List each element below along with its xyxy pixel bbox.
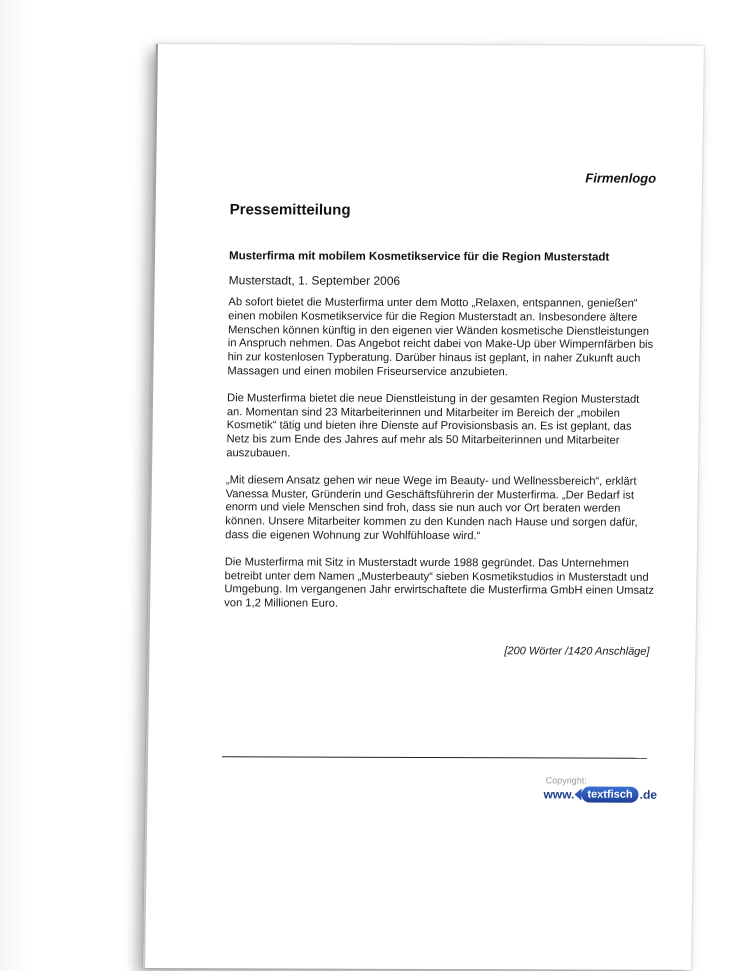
brand-logo — [543, 786, 657, 802]
paragraph-2: Die Musterfirma bietet die neue Dienstleistung in der gesamten Region Musterstadt an. Momentan sind 23 Mitarbeiterinnen und Mitarbeiter im Bereich der „mobilen Kosmetik“ tätig und bieten ihre Dienste auf Provisionsbasis an. Es ist geplant, das Netz bis zum Ende des Jahres auf mehr als 50 Mitarbeiterinnen und Mitarbeiter auszubauen. — [226, 392, 640, 460]
paragraph-1: Ab sofort bietet die Musterfirma unter dem Motto „Relaxen, entspannen, genießen“ einen mobilen Kosmetikservice für die Region Musterstadt an. Insbesondere ältere Menschen können künftig in den eigenen vier Wänden kosmetische Dienstleistungen in Anspruch nehmen. Das Angebot reicht dabei von Make-Up über Wimpernfärben bis hin zur kostenlosen Typberatung. Darüber hinaus ist geplant, in naher Zukunft auch Massagen und einen mobilen Friseurservice anzubieten. — [227, 296, 654, 379]
press-headline: Musterfirma mit mobilem Kosmetikservice für die Region Musterstadt — [228, 250, 610, 264]
brand-prefix: www. — [543, 787, 575, 802]
press-body — [224, 296, 659, 625]
logo-placeholder: Firmenlogo — [585, 170, 657, 186]
paragraph-4: Die Musterfirma mit Sitz in Musterstadt wurde 1988 gegründet. Das Unternehmen betreibt unter dem Namen „Musterbeauty“ sieben Kosmetikstudios in Musterstadt und Umgebung. Im vergangenen Jahr erwirtschaftete die Musterfirma GmbH einen Umsatz von 1,2 Millionen Euro. — [224, 556, 655, 610]
brand-pill: textfisch — [581, 787, 638, 803]
dateline: Musterstadt, 1. September 2006 — [228, 273, 401, 288]
document-sheet — [143, 44, 704, 970]
word-count: [200 Wörter /1420 Anschläge] — [504, 645, 650, 658]
paragraph-3: „Mit diesem Ansatz gehen wir neue Wege im Beauty- und Wellnessbereich“, erklärt Vanessa Muster, Gründerin und Geschäftsführerin der Musterfirma. „Der Bedarf ist enorm und viele Menschen sind froh, dass sie nun auch vor Ort beraten werden können. Unsere Mitarbeiter kommen zu den Kunden nach Hause und sorgen dafür, dass die eigenen Wohnung zur Wohlfühloase wird.“ — [225, 474, 638, 543]
brand-domain: .de — [639, 787, 658, 802]
copyright-label: Copyright: — [545, 775, 587, 786]
document-title: Pressemitteilung — [229, 201, 351, 219]
fish-fin-icon — [574, 788, 581, 800]
footer-divider — [222, 756, 647, 758]
